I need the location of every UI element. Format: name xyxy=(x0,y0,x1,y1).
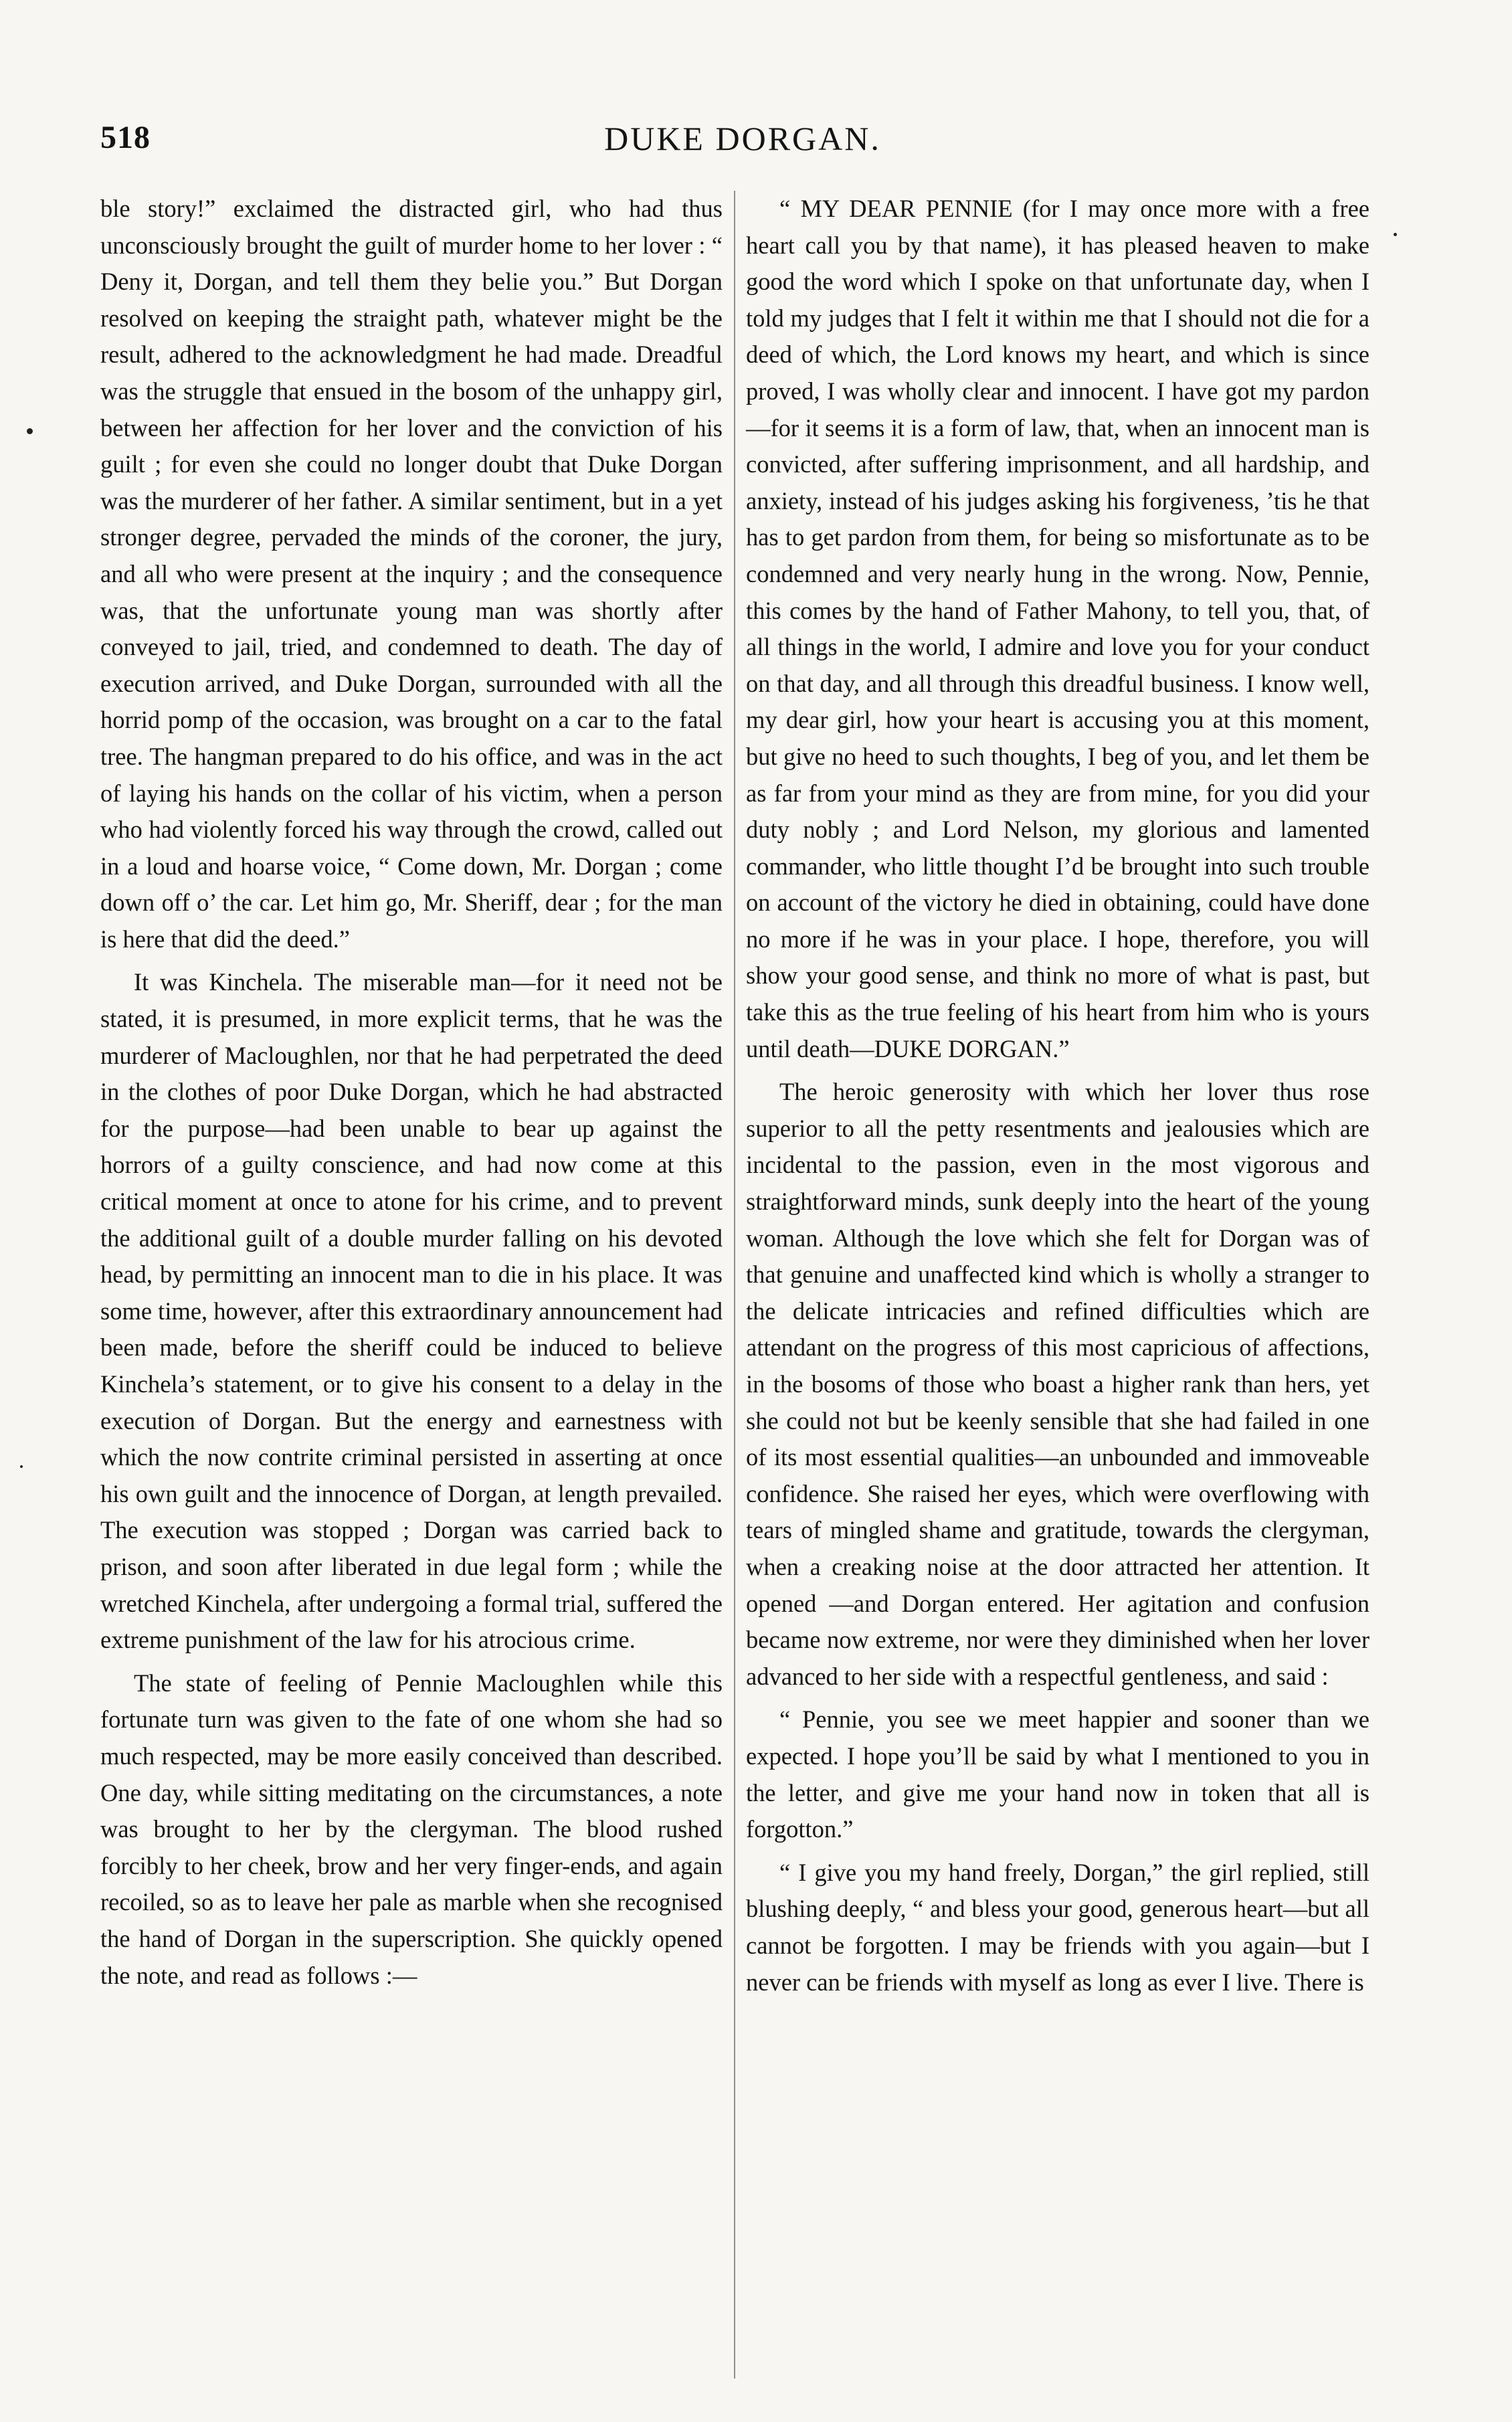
running-title: DUKE DORGAN. xyxy=(604,120,881,157)
letter-paragraph: “ MY DEAR PENNIE (for I may once more with a free heart call you by that name), it has pleased heaven to make good the word which I spoke on that unfortunate day, when I told my judges that I felt it within me that I should not die for a deed of which, the Lord knows my heart, and which is since proved, I was wholly clear and innocent. I have got my pardon—for it seems it is a form of law, that, when an innocent man is convicted, after suffering imprisonment, and all hardship, and anxiety, instead of his judges asking his forgiveness, ’tis he that has to get pardon from them, for being so misfortunate as to be condemned and very nearly hung in the wrong. Now, Pennie, this comes by the hand of Father Mahony, to tell you, that, of all things in the world, I admire and love you for your conduct on that day, and all through this dreadful business. I know well, my dear girl, how your heart is accusing you at this moment, but give no heed to such thoughts, I beg of you, and let them be as far from your mind as they are from mine, for you did your duty nobly ; and Lord Nelson, my glorious and lamented commander, who little thought I’d be brought into such trouble on account of the victory he died in obtaining, could have done no more if he was in your place. I hope, therefore, you will show your good sense, and think no more of what is past, but take this as the true feeling of his heart from him who is yours until death—DUKE DORGAN.” xyxy=(746,195,1369,1062)
paragraph: It was Kinchela. The miserable man—for it need not be stated, it is presumed, in more explicit terms, that he was the murderer of Macloughlen, nor that he had perpetrated the deed in the clothes of poor Duke Dorgan, which he had abstracted for the purpose—had been unable to bear up against the horrors of a guilty conscience, and had now come at this critical moment at once to atone for his crime, and to prevent the additional guilt of a double murder falling on his devoted head, by permitting an innocent man to die in his place. It was some time, however, after this extraordinary announcement had been made, before the sheriff could be induced to believe Kinchela’s statement, or to give his consent to a delay in the execution of Dorgan. But the energy and earnestness with which the now contrite criminal persisted in asserting at once his own guilt and the innocence of Dorgan, at length prevailed. The execution was stopped ; Dorgan was carried back to prison, and soon after liberated in due legal form ; while the wretched Kinchela, after undergoing a formal trial, suffered the extreme punishment of the law for his atrocious crime. xyxy=(100,968,723,1654)
paragraph: “ Pennie, you see we meet happier and sooner than we expected. I hope you’ll be said by what I mentioned to you in the letter, and give me your hand now in token that all is forgotton.” xyxy=(746,1705,1369,1843)
print-speck xyxy=(20,1465,23,1468)
page-header xyxy=(100,119,1385,173)
paragraph: “ I give you my hand freely, Dorgan,” the girl replied, still blushing deeply, “ and bless your good, generous heart—but all cannot be forgotten. I may be friends with you again—but I never can be friends with myself as long as ever I live. There is xyxy=(746,1858,1369,1996)
paragraph: ble story!” exclaimed the distracted girl, who had thus unconsciously brought the guilt of murder home to her lover : “ Deny it, Dorgan, and tell them they belie you.” But Dorgan resolved on keeping the straight path, whatever might be the result, adhered to the acknowledgment he had made. Dreadful was the struggle that ensued in the bosom of the unhappy girl, between her affection for her lover and the conviction of his guilt ; for even she could no longer doubt that Duke Dorgan was the murderer of her father. A similar sentiment, but in a yet stronger degree, pervaded the minds of the coroner, the jury, and all who were present at the inquiry ; and the consequence was, that the unfortunate young man was shortly after conveyed to jail, tried, and condemned to death. The day of execution arrived, and Duke Dorgan, surrounded with all the horrid pomp of the occasion, was brought on a car to the fatal tree. The hangman prepared to do his office, and was in the act of laying his hands on the collar of his victim, when a person who had violently forced his way through the crowd, called out in a loud and hoarse voice, “ Come down, Mr. Dorgan ; come down off o’ the car. Let him go, Mr. Sheriff, dear ; for the man is here that did the deed.” xyxy=(100,195,723,953)
right-column xyxy=(746,191,1369,2379)
paragraph: The heroic generosity with which her lover thus rose superior to all the petty resentments and jealousies which are incidental to the passion, even in the most vigorous and straightforward minds, sunk deeply into the heart of the young woman. Although the love which she felt for Dorgan was of that genuine and unaffected kind which is wholly a stranger to the delicate intricacies and refined difficulties which are attendant on the progress of this most capricious of affections, in the bosoms of those who boast a higher rank than hers, yet she could not but be keenly sensible that she had failed in one of its most essential qualities—an unbounded and immoveable confidence. She raised her eyes, which were overflowing with tears of mingled shame and gratitude, towards the clergyman, when a creaking noise at the door attracted her attention. It opened —and Dorgan entered. Her agitation and confusion became now extreme, nor were they diminished when her lover advanced to her side with a respectful gentleness, and said : xyxy=(746,1078,1369,1690)
paragraph: The state of feeling of Pennie Macloughlen while this fortunate turn was given to the fate of one whom she had so much respected, may be more easily conceived than described. One day, while sitting meditating on the circumstances, a note was brought to her by the clergyman. The blood rushed forcibly to her cheek, brow and her very finger-ends, and again recoiled, so as to leave her pale as marble when she recognised the hand of Dorgan in the superscription. She quickly opened the note, and read as follows :— xyxy=(100,1669,723,1989)
print-speck xyxy=(27,428,33,434)
page-number: 518 xyxy=(100,120,151,155)
column-divider xyxy=(734,191,735,2379)
print-speck xyxy=(1394,233,1397,236)
left-column xyxy=(100,191,723,2379)
